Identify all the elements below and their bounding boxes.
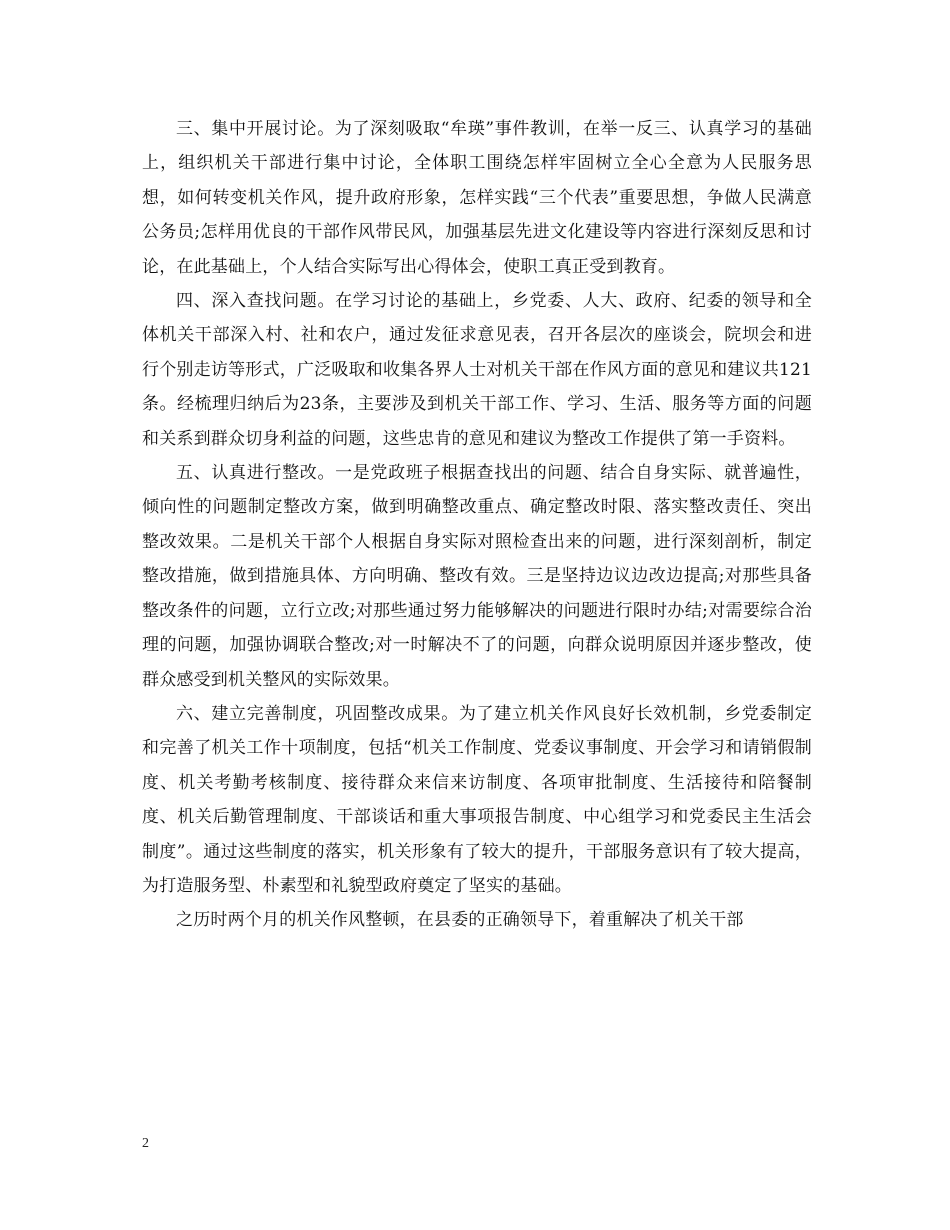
paragraph-4-find-problems: 四、深入查找问题。在学习讨论的基础上，乡党委、人大、政府、纪委的领导和全体机关干部深入村、社和农户，通过发征求意见表，召开各层次的座谈会，院坝会和进行个别走访等形式，广泛吸取和收集各界人士对机关干部在作风方面的意见和建议共121条。经梳理归纳后为23条，主要涉及到机关干部工作、学习、生活、服务等方面的问题和关系到群众切身利益的问题，这些忠肯的意见和建议为整改工作提供了第一手资料。 <box>142 291 812 449</box>
paragraph-3-discussion: 三、集中开展讨论。为了深刻吸取“牟瑛”事件教训，在举一反三、认真学习的基础上，组织机关干部进行集中讨论，全体职工围绕怎样牢固树立全心全意为人民服务思想，如何转变机关作风，提升政府形象，怎样实践“三个代表”重要思想，争做人民满意公务员;怎样用优良的干部作风带民风，加强基层先进文化建设等内容进行深刻反思和讨论，在此基础上，个人结合实际写出心得体会，使职工真正受到教育。 <box>142 119 812 277</box>
paragraph-conclusion: 之历时两个月的机关作风整顿，在县委的正确领导下，着重解决了机关干部 <box>176 910 744 931</box>
page-number: 2 <box>142 1136 149 1151</box>
paragraph-5-rectification: 五、认真进行整改。一是党政班子根据查找出的问题、结合自身实际、就普遍性，倾向性的问题制定整改方案，做到明确整改重点、确定整改时限、落实整改责任、突出整改效果。二是机关干部个人根据自身实际对照检查出来的问题，进行深刻剖析，制定整改措施，做到措施具体、方向明确、整改有效。三是坚持边议边改边提高;对那些具备整改条件的问题，立行立改;对那些通过努力能够解决的问题进行限时办结;对需要综合治理的问题，加强协调联合整改;对一时解决不了的问题，向群众说明原因并逐步整改，使群众感受到机关整风的实际效果。 <box>142 463 812 690</box>
document-body <box>142 112 812 938</box>
paragraph-6-institutions: 六、建立完善制度，巩固整改成果。为了建立机关作风良好长效机制，乡党委制定和完善了机关工作十项制度，包括“机关工作制度、党委议事制度、开会学习和请销假制度、机关考勤考核制度、接待群众来信来访制度、各项审批制度、生活接待和陪餐制度、机关后勤管理制度、干部谈话和重大事项报告制度、中心组学习和党委民主生活会制度”。通过这些制度的落实，机关形象有了较大的提升，干部服务意识有了较大提高，为打造服务型、朴素型和礼貌型政府奠定了坚实的基础。 <box>142 703 812 896</box>
